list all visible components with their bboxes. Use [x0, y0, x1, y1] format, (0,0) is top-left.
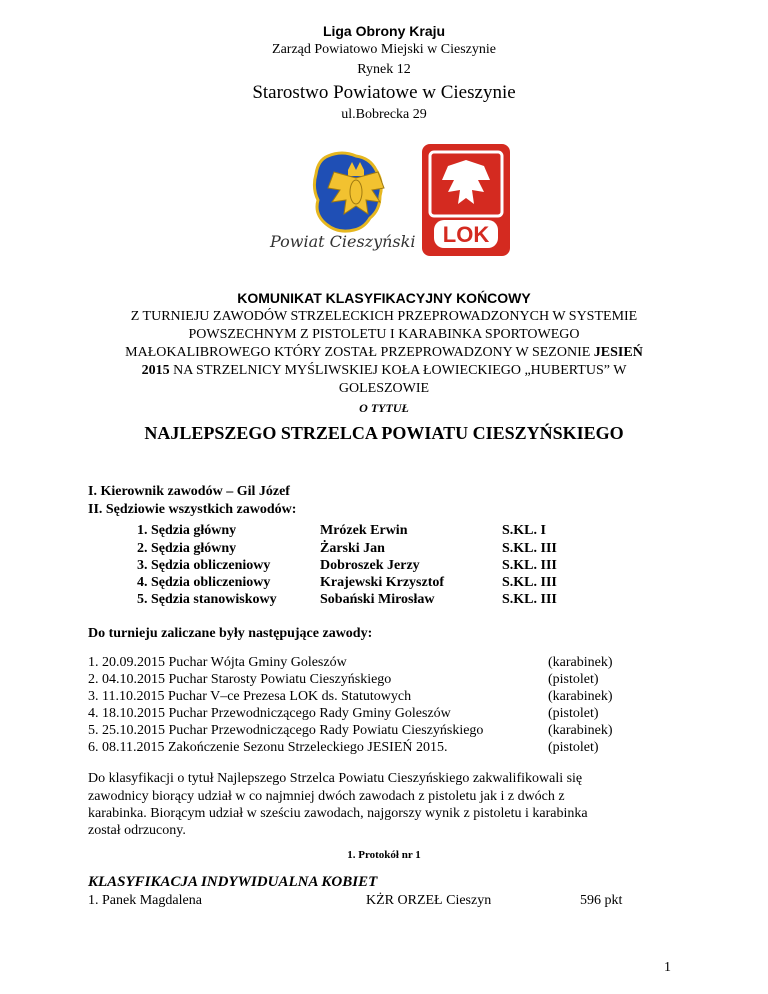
org-address-2: Rynek 12: [357, 62, 411, 77]
event-item: 1. 20.09.2015 Puchar Wójta Gminy Goleszów: [88, 655, 347, 670]
competitor-club: KŻR ORZEŁ Cieszyn: [366, 893, 492, 908]
powiat-logo-caption: Powiat Cieszyński: [270, 232, 416, 251]
judge-name: Żarski Jan: [320, 541, 385, 556]
paragraph-line: zawodnicy biorący udział w co najmniej dwóch zawodach z pistoletu jak i z dwóch z: [88, 789, 565, 804]
title-line-4: 2015 NA STRZELNICY MYŚLIWSKIEJ KOŁA ŁOWIECKIEGO „HUBERTUS” W: [141, 363, 627, 378]
event-type: (karabinek): [548, 655, 613, 670]
judge-class: S.KL. III: [502, 592, 557, 607]
event-type: (pistolet): [548, 740, 599, 755]
judge-class: S.KL. III: [502, 558, 557, 573]
judge-role: 5. Sędzia stanowiskowy: [137, 592, 277, 607]
paragraph-line: został odrzucony.: [88, 823, 186, 838]
org-name: Liga Obrony Kraju: [322, 23, 446, 39]
event-item: 5. 25.10.2015 Puchar Przewodniczącego Rady Powiatu Cieszyńskiego: [88, 723, 484, 738]
protocol-label: 1. Protokół nr 1: [347, 849, 421, 861]
title-line-3: MAŁOKALIBROWEGO KTÓRY ZOSTAŁ PRZEPROWADZONY W SEZONIE JESIEŃ: [125, 345, 643, 360]
event-type: (pistolet): [548, 706, 599, 721]
event-type: (karabinek): [548, 723, 613, 738]
events-heading: Do turnieju zaliczane były następujące zawody:: [88, 626, 373, 641]
judge-role: 2. Sędzia główny: [137, 541, 237, 556]
logos: [0, 140, 768, 265]
judge-class: S.KL. III: [502, 575, 557, 590]
title-line-5: GOLESZOWIE: [338, 381, 430, 396]
paragraph-line: Do klasyfikacji o tytuł Najlepszego Strzelca Powiatu Cieszyńskiego zakwalifikowali się: [88, 771, 583, 786]
starostwo-address: ul.Bobrecka 29: [341, 107, 427, 122]
event-item: 3. 11.10.2015 Puchar V–ce Prezesa LOK ds. Statutowych: [88, 689, 412, 704]
heading: KOMUNIKAT KLASYFIKACYJNY KOŃCOWY: [237, 290, 531, 306]
judge-role: 3. Sędzia obliczeniowy: [137, 558, 271, 573]
main-title: NAJLEPSZEGO STRZELCA POWIATU CIESZYŃSKIEGO: [144, 423, 624, 443]
competitor-name: 1. Panek Magdalena: [88, 893, 202, 908]
judge-name: Sobański Mirosław: [320, 592, 435, 607]
event-item: 6. 08.11.2015 Zakończenie Sezonu Strzeleckiego JESIEŃ 2015.: [88, 740, 448, 755]
title-line-1: Z TURNIEJU ZAWODÓW STRZELECKICH PRZEPROWADZONYCH W SYSTEMIE: [130, 309, 638, 324]
competition-director: I. Kierownik zawodów – Gil Józef: [88, 484, 290, 499]
judge-class: S.KL. III: [502, 541, 557, 556]
title-line-2: POWSZECHNYM Z PISTOLETU I KARABINKA SPORTOWEGO: [188, 327, 580, 342]
judge-role: 4. Sędzia obliczeniowy: [137, 575, 271, 590]
judge-name: Krajewski Krzysztof: [320, 575, 445, 590]
lok-text: LOK: [442, 222, 490, 247]
event-item: 2. 04.10.2015 Puchar Starosty Powiatu Cieszyńskiego: [88, 672, 392, 687]
event-item: 4. 18.10.2015 Puchar Przewodniczącego Rady Gminy Goleszów: [88, 706, 451, 721]
judge-name: Mrózek Erwin: [320, 523, 408, 538]
judge-role: 1. Sędzia główny: [137, 523, 237, 538]
event-type: (karabinek): [548, 689, 613, 704]
starostwo-name: Starostwo Powiatowe w Cieszynie: [252, 82, 516, 103]
competitor-points: 596 pkt: [580, 893, 623, 908]
classification-heading: KLASYFIKACJA INDYWIDUALNA KOBIET: [88, 874, 378, 890]
o-tytul: O TYTUŁ: [359, 401, 409, 415]
judges-heading: II. Sędziowie wszystkich zawodów:: [88, 502, 297, 517]
lok-emblem-icon: [420, 142, 512, 258]
event-type: (pistolet): [548, 672, 599, 687]
org-address-1: Zarząd Powiatowo Miejski w Cieszynie: [272, 42, 496, 57]
judge-class: S.KL. I: [502, 523, 546, 538]
judge-name: Dobroszek Jerzy: [320, 558, 420, 573]
paragraph-line: karabinka. Biorącym udział w sześciu zawodach, najgorszy wynik z pistoletu i karabinka: [88, 806, 588, 821]
page-number: 1: [664, 960, 671, 975]
